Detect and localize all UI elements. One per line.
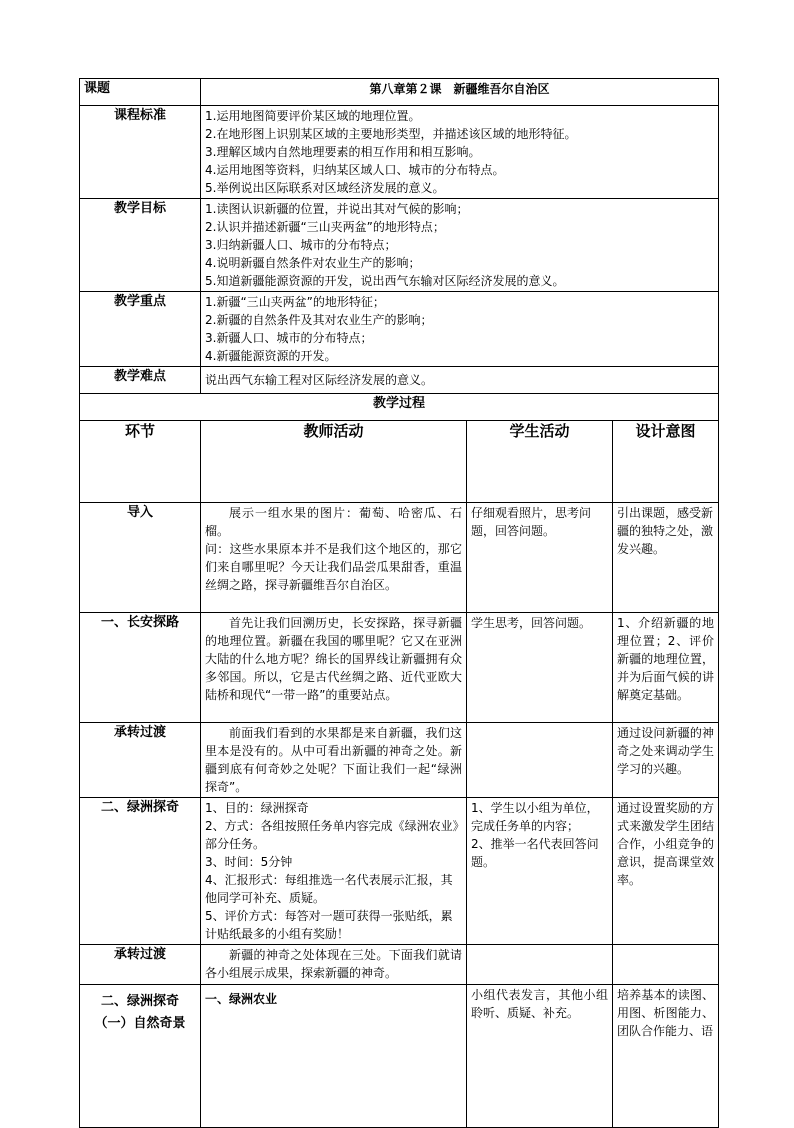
design-intent: 1、介绍新疆的地理位置；2、评价新疆的地理位置，并为后面气候的讲解奠定基础。 <box>613 613 719 723</box>
stage-label: 承转过渡 <box>80 723 201 798</box>
header-row <box>80 421 719 503</box>
teacher-text: 前面我们看到的水果都是来自新疆，我们这里本是没有的。从中可看出新疆的神奇之处。新疆到底有何奇妙之处呢？下面让我们一起“绿洲探奇”。 <box>205 726 462 794</box>
student-activity <box>467 723 613 798</box>
stage-label: 一、长安探路 <box>80 613 201 723</box>
stage-label: 二、绿洲探奇 <box>80 798 201 945</box>
design-intent: 通过设置奖励的方式来激发学生团结合作，小组竞争的意识，提高课堂效率。 <box>613 798 719 945</box>
process-row-natural-wonders <box>80 985 719 1128</box>
student-item: 2、推举一名代表回答问题。 <box>471 837 599 869</box>
difficulty-content: 说出西气东输工程对区际经济发展的意义。 <box>201 367 719 394</box>
process-row-intro <box>80 503 719 613</box>
difficulty-label: 教学难点 <box>80 367 201 394</box>
difficulty-row <box>80 367 719 394</box>
objectives-item: 4.说明新疆自然条件对农业生产的影响； <box>205 256 421 270</box>
teacher-text: 首先让我们回溯历史，长安探路，探寻新疆的地理位置。新疆在我国的哪里呢？它又在亚洲大陆的什么地方呢？绵长的国界线让新疆拥有众多邻国。所以，它是古代丝绸之路、近代亚欧大陆桥和现代“一带一路”的重要站点。 <box>205 616 462 702</box>
standards-item: 2.在地形图上识别某区域的主要地形类型，并描述该区域的地形特征。 <box>205 127 577 141</box>
student-activity: 学生思考，回答问题。 <box>467 613 613 723</box>
teacher-text: 新疆的神奇之处体现在三处。下面我们就请各小组展示成果，探索新疆的神奇。 <box>205 948 462 980</box>
key-points-content <box>201 292 719 367</box>
process-row-oasis <box>80 798 719 945</box>
standards-item: 5.举例说出区际联系对区域经济发展的意义。 <box>205 181 445 195</box>
key-points-item: 1.新疆“三山夹两盆”的地形特征； <box>205 295 385 309</box>
stage-label: 导入 <box>80 503 201 613</box>
student-activity: 仔细观看照片，思考问题，回答问题。 <box>467 503 613 613</box>
header-intent: 设计意图 <box>613 421 719 503</box>
key-points-item: 2.新疆的自然条件及其对农业生产的影响； <box>205 313 433 327</box>
process-row-transition-1 <box>80 723 719 798</box>
teacher-activity <box>201 798 467 945</box>
teacher-item: 5、评价方式：每答对一题可获得一张贴纸，累计贴纸最多的小组有奖励！ <box>205 909 453 941</box>
teacher-item: 1、目的：绿洲探奇 <box>205 801 309 815</box>
header-stage: 环节 <box>80 421 201 503</box>
process-row-transition-2 <box>80 945 719 985</box>
objectives-row <box>80 199 719 292</box>
teacher-activity <box>201 503 467 613</box>
stage-line: 二、绿洲探奇 <box>100 994 179 1009</box>
objectives-item: 1.读图认识新疆的位置，并说出其对气候的影响； <box>205 202 469 216</box>
student-item: 1、学生以小组为单位，完成任务单的内容； <box>471 801 599 833</box>
process-title-row <box>80 394 719 421</box>
title-row <box>80 79 719 106</box>
objectives-item: 2.认识并描述新疆“三山夹两盆”的地形特点； <box>205 220 445 234</box>
student-activity <box>467 798 613 945</box>
key-points-item: 3.新疆人口、城市的分布特点； <box>205 331 373 345</box>
process-row-location <box>80 613 719 723</box>
teacher-text: 展示一组水果的图片：葡萄、哈密瓜、石榴。 <box>205 506 462 538</box>
teacher-item: 2、方式：各组按照任务单内容完成《绿洲农业》部分任务。 <box>205 819 459 851</box>
teacher-item: 4、汇报形式：每组推选一名代表展示汇报，其他同学可补充、质疑。 <box>205 873 453 905</box>
teacher-activity <box>201 985 467 1128</box>
stage-label <box>80 985 201 1128</box>
teacher-activity <box>201 945 467 985</box>
student-activity: 小组代表发言，其他小组聆听、质疑、补充。 <box>467 985 613 1128</box>
design-intent: 培养基本的读图、用图、析图能力、团队合作能力、语 <box>613 985 719 1128</box>
stage-line: （一）自然奇景 <box>94 1016 186 1031</box>
standards-label: 课程标准 <box>80 106 201 199</box>
objectives-item: 3.归纳新疆人口、城市的分布特点； <box>205 238 397 252</box>
teacher-activity <box>201 723 467 798</box>
lesson-plan-table <box>79 78 719 1128</box>
header-student: 学生活动 <box>467 421 613 503</box>
lesson-title: 第八章第２课 新疆维吾尔自治区 <box>201 79 719 106</box>
student-activity <box>467 945 613 985</box>
standards-item: 4.运用地图等资料，归纳某区域人口、城市的分布特点。 <box>205 163 505 177</box>
objectives-content <box>201 199 719 292</box>
title-label: 课题 <box>80 79 201 106</box>
design-intent: 引出课题，感受新疆的独特之处，激发兴趣。 <box>613 503 719 613</box>
standards-item: 3.理解区域内自然地理要素的相互作用和相互影响。 <box>205 145 481 159</box>
key-points-item: 4.新疆能源资源的开发。 <box>205 349 337 363</box>
objectives-label: 教学目标 <box>80 199 201 292</box>
key-points-label: 教学重点 <box>80 292 201 367</box>
stage-label: 承转过渡 <box>80 945 201 985</box>
teacher-activity <box>201 613 467 723</box>
standards-content <box>201 106 719 199</box>
key-points-row <box>80 292 719 367</box>
standards-row <box>80 106 719 199</box>
design-intent: 通过设问新疆的神奇之处来调动学生学习的兴趣。 <box>613 723 719 798</box>
objectives-item: 5.知道新疆能源资源的开发，说出西气东输对区际经济发展的意义。 <box>205 274 565 288</box>
teacher-text: 问：这些水果原本并不是我们这个地区的，那它们来自哪里呢？今天让我们品尝瓜果甜香，重温丝绸之路，探寻新疆维吾尔自治区。 <box>205 542 462 592</box>
teacher-item: 3、时间：5分钟 <box>205 855 293 869</box>
standards-item: 1.运用地图简要评价某区域的地理位置。 <box>205 109 421 123</box>
design-intent <box>613 945 719 985</box>
process-title: 教学过程 <box>80 394 719 421</box>
header-teacher: 教师活动 <box>201 421 467 503</box>
teacher-heading: 一、绿洲农业 <box>205 992 278 1006</box>
